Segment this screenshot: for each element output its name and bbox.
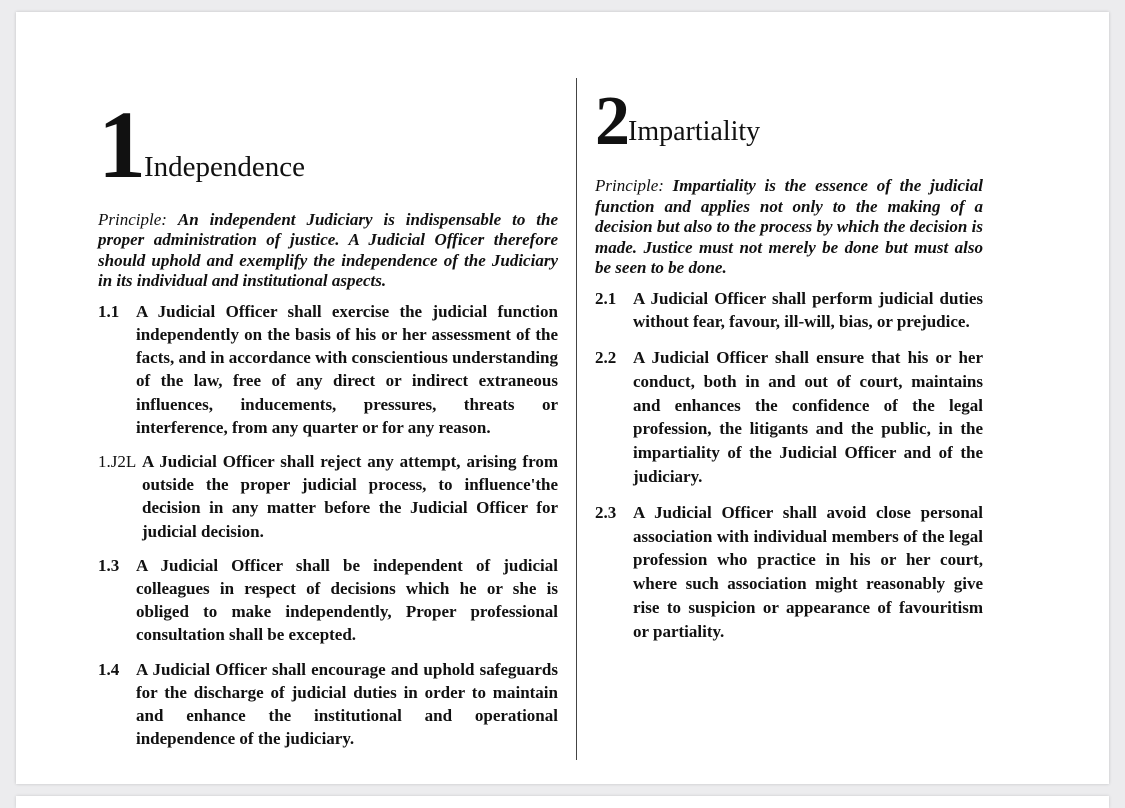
- clause-number: 2.1: [595, 288, 617, 308]
- clause-2-1: [595, 287, 983, 335]
- next-page-edge: [16, 796, 1109, 808]
- clause-text: A Judicial Officer shall exercise the judicial function independently on the basis of his or her assessment of the facts, and in accordance with conscientious understanding of the law, free of any direct or indirect extraneous influences, inducements, pressures, threats or interference, from any quarter or for any reason.: [136, 301, 558, 437]
- column-divider: [576, 78, 577, 760]
- section-heading: [595, 83, 983, 160]
- principle-label: Principle:: [98, 209, 167, 229]
- clause-text: A Judicial Officer shall be independent of judicial colleagues in respect of decisions which he or she is obliged to make independently, Proper professional consultation shall be excepted.: [136, 555, 558, 645]
- principle-text: Impartiality is the essence of the judicial function and applies not only to the making of a decision but also to the process by which the decision is made. Justice must not merely be done but must also be seen to be done.: [595, 176, 983, 277]
- document-page: [16, 12, 1109, 784]
- clause-number: 2.2: [595, 348, 617, 368]
- clause-number: 1.3: [98, 555, 120, 575]
- clause-1-1: [98, 300, 558, 439]
- clause-2-2: [595, 346, 983, 489]
- clause-text: A Judicial Officer shall ensure that his or her conduct, both in and out of court, maintains and enhances the confidence of the legal profession, the litigants and the public, in the impartiality of the Judicial Officer and of the judiciary.: [633, 348, 983, 487]
- section-independence: [98, 91, 558, 761]
- section-title: Independence: [144, 150, 306, 183]
- principle-statement: [98, 210, 558, 292]
- principle-statement: [595, 176, 983, 279]
- clause-2-3: [595, 501, 983, 644]
- section-number: 2: [595, 83, 626, 160]
- principle-text: An independent Judiciary is indispensable to the proper administration of justice. A Judicial Officer therefore should uphold and exemplify the independence of the Judiciary in its individual and institutional aspects.: [98, 209, 558, 291]
- section-title: Impartiality: [628, 116, 761, 147]
- clause-1-4: [98, 658, 558, 751]
- clause-text: A Judicial Officer shall reject any attempt, arising from outside the proper judicial process, to influence'the decision in any matter before the Judicial Officer for judicial decision.: [142, 452, 558, 541]
- clause-text: A Judicial Officer shall avoid close personal association with individual members of the legal profession who practice in his or her court, where such association might reasonably give rise to suspicion or appearance of favouritism or partiality.: [633, 502, 983, 641]
- clause-1-3: [98, 554, 558, 647]
- clause-1-2: [98, 450, 558, 543]
- clause-number: 2.3: [595, 502, 617, 522]
- section-heading: [98, 91, 558, 198]
- principle-label: Principle:: [595, 176, 664, 195]
- clause-number: 1.4: [98, 659, 120, 679]
- section-impartiality: [595, 83, 983, 656]
- clause-text: A Judicial Officer shall encourage and uphold safeguards for the discharge of judicial duties in order to maintain and enhance the institutional and operational independence of the judiciary.: [136, 659, 558, 749]
- section-number: 1: [98, 91, 142, 198]
- clause-number: 1.1: [98, 301, 120, 321]
- clause-number: 1.J2L: [98, 452, 137, 472]
- clause-text: A Judicial Officer shall perform judicial duties without fear, favour, ill-will, bias, or prejudice.: [633, 288, 983, 332]
